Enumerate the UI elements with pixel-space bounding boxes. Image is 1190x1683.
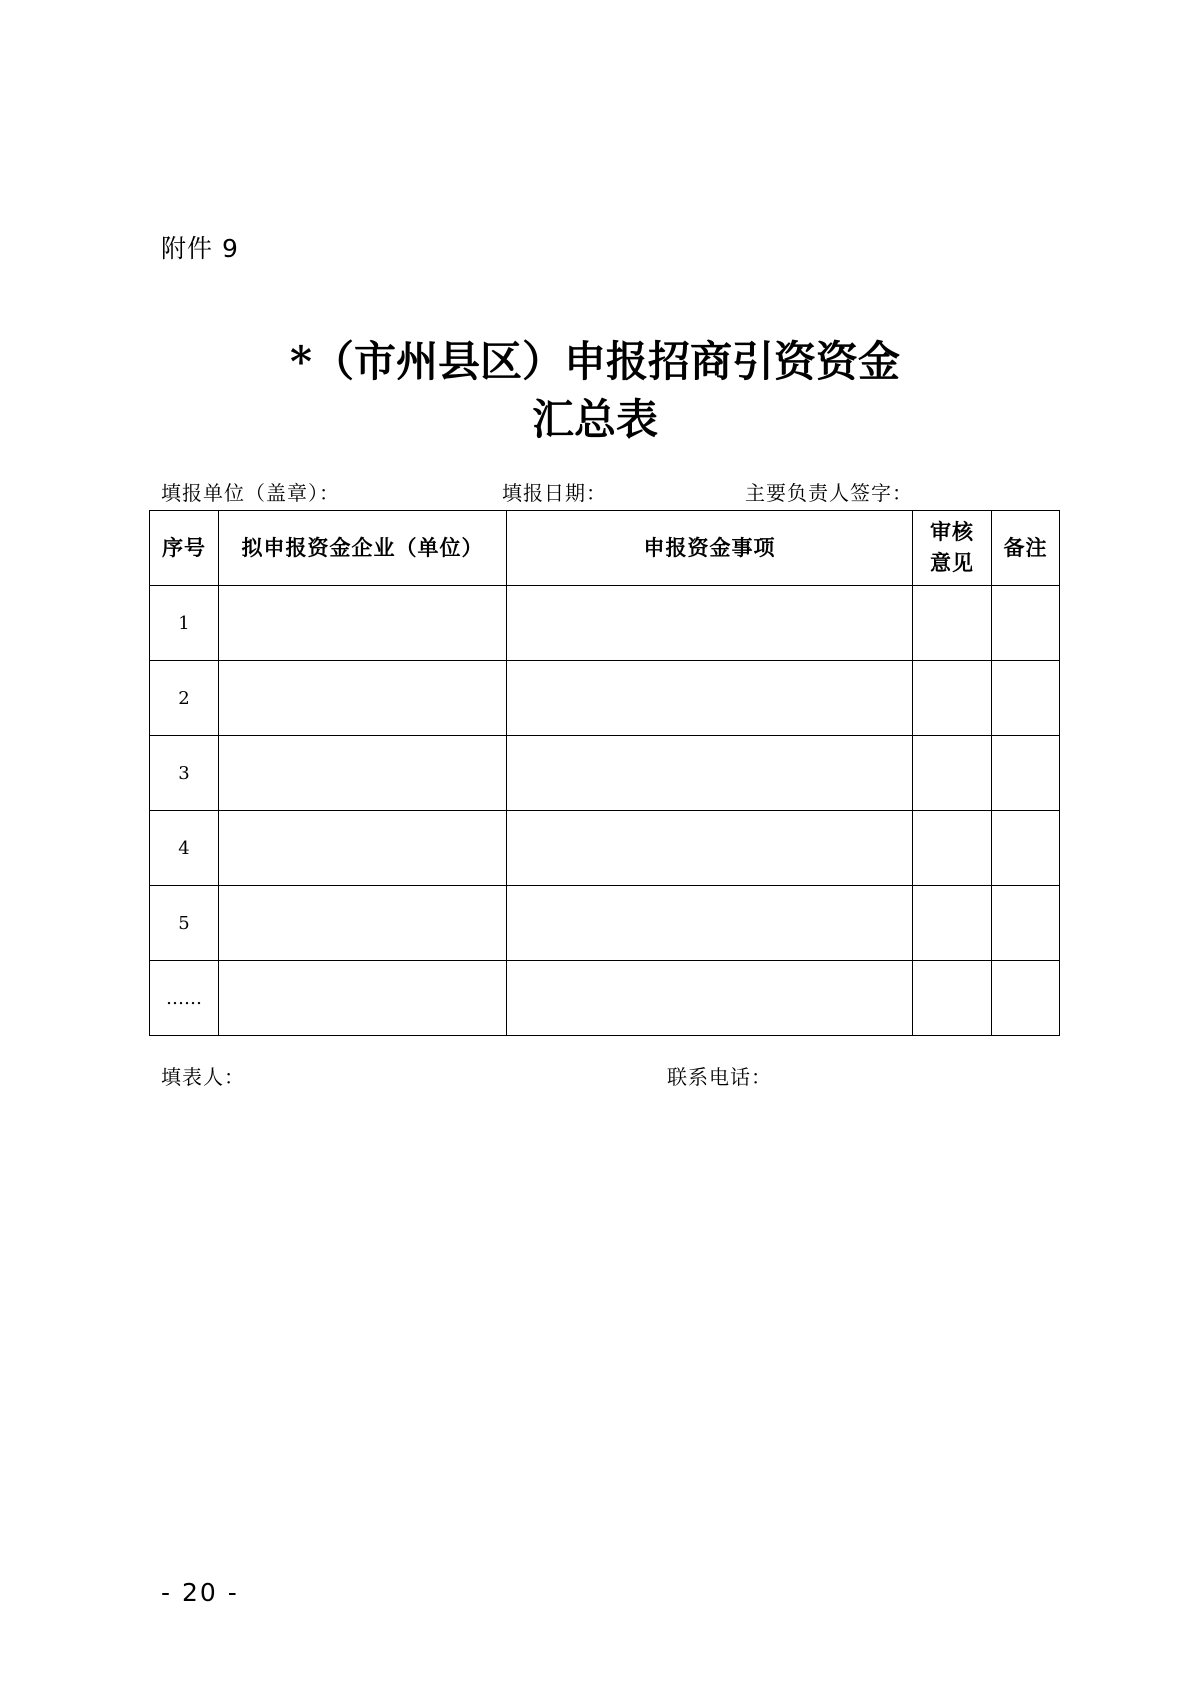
cell-enterprise[interactable] [219, 736, 507, 811]
cell-matter[interactable] [507, 736, 913, 811]
cell-enterprise[interactable] [219, 886, 507, 961]
document-title-line2: 汇总表 [531, 395, 658, 444]
cell-remark[interactable] [992, 961, 1060, 1036]
cell-seq: 4 [150, 811, 219, 886]
header-review: 审核 意见 [913, 511, 992, 586]
phone-label: 联系电话： [667, 1065, 772, 1089]
table-row [150, 736, 1060, 811]
cell-matter[interactable] [507, 886, 913, 961]
summary-table [149, 510, 1060, 1036]
cell-remark[interactable] [992, 886, 1060, 961]
signer-label: 主要负责人签字： [745, 481, 913, 505]
cell-matter[interactable] [507, 661, 913, 736]
cell-remark[interactable] [992, 736, 1060, 811]
document-title: *（市州县区）申报招商引资资金 [290, 337, 900, 386]
cell-remark[interactable] [992, 661, 1060, 736]
cell-seq: 1 [150, 586, 219, 661]
cell-enterprise[interactable] [219, 811, 507, 886]
filler-label: 填表人： [161, 1065, 245, 1089]
cell-enterprise[interactable] [219, 586, 507, 661]
cell-seq: …… [150, 961, 219, 1036]
cell-matter[interactable] [507, 961, 913, 1036]
cell-remark[interactable] [992, 586, 1060, 661]
header-enterprise: 拟申报资金企业（单位） [219, 511, 507, 586]
header-seq: 序号 [150, 511, 219, 586]
cell-review[interactable] [913, 736, 992, 811]
page-number: - 20 - [161, 1578, 239, 1607]
cell-review[interactable] [913, 586, 992, 661]
cell-review[interactable] [913, 811, 992, 886]
cell-seq: 2 [150, 661, 219, 736]
table-row [150, 886, 1060, 961]
table-row [150, 961, 1060, 1036]
cell-seq: 3 [150, 736, 219, 811]
cell-matter[interactable] [507, 586, 913, 661]
cell-review[interactable] [913, 961, 992, 1036]
table-row [150, 661, 1060, 736]
cell-review[interactable] [913, 661, 992, 736]
cell-enterprise[interactable] [219, 661, 507, 736]
cell-remark[interactable] [992, 811, 1060, 886]
table-row [150, 586, 1060, 661]
header-remark: 备注 [992, 511, 1060, 586]
table-header-row [150, 511, 1060, 586]
cell-review[interactable] [913, 886, 992, 961]
table-row [150, 811, 1060, 886]
filing-unit-label: 填报单位（盖章）： [161, 481, 340, 505]
cell-enterprise[interactable] [219, 961, 507, 1036]
header-matter: 申报资金事项 [507, 511, 913, 586]
attachment-label: 附件 9 [161, 234, 239, 263]
cell-matter[interactable] [507, 811, 913, 886]
cell-seq: 5 [150, 886, 219, 961]
filing-date-label: 填报日期： [502, 481, 607, 505]
